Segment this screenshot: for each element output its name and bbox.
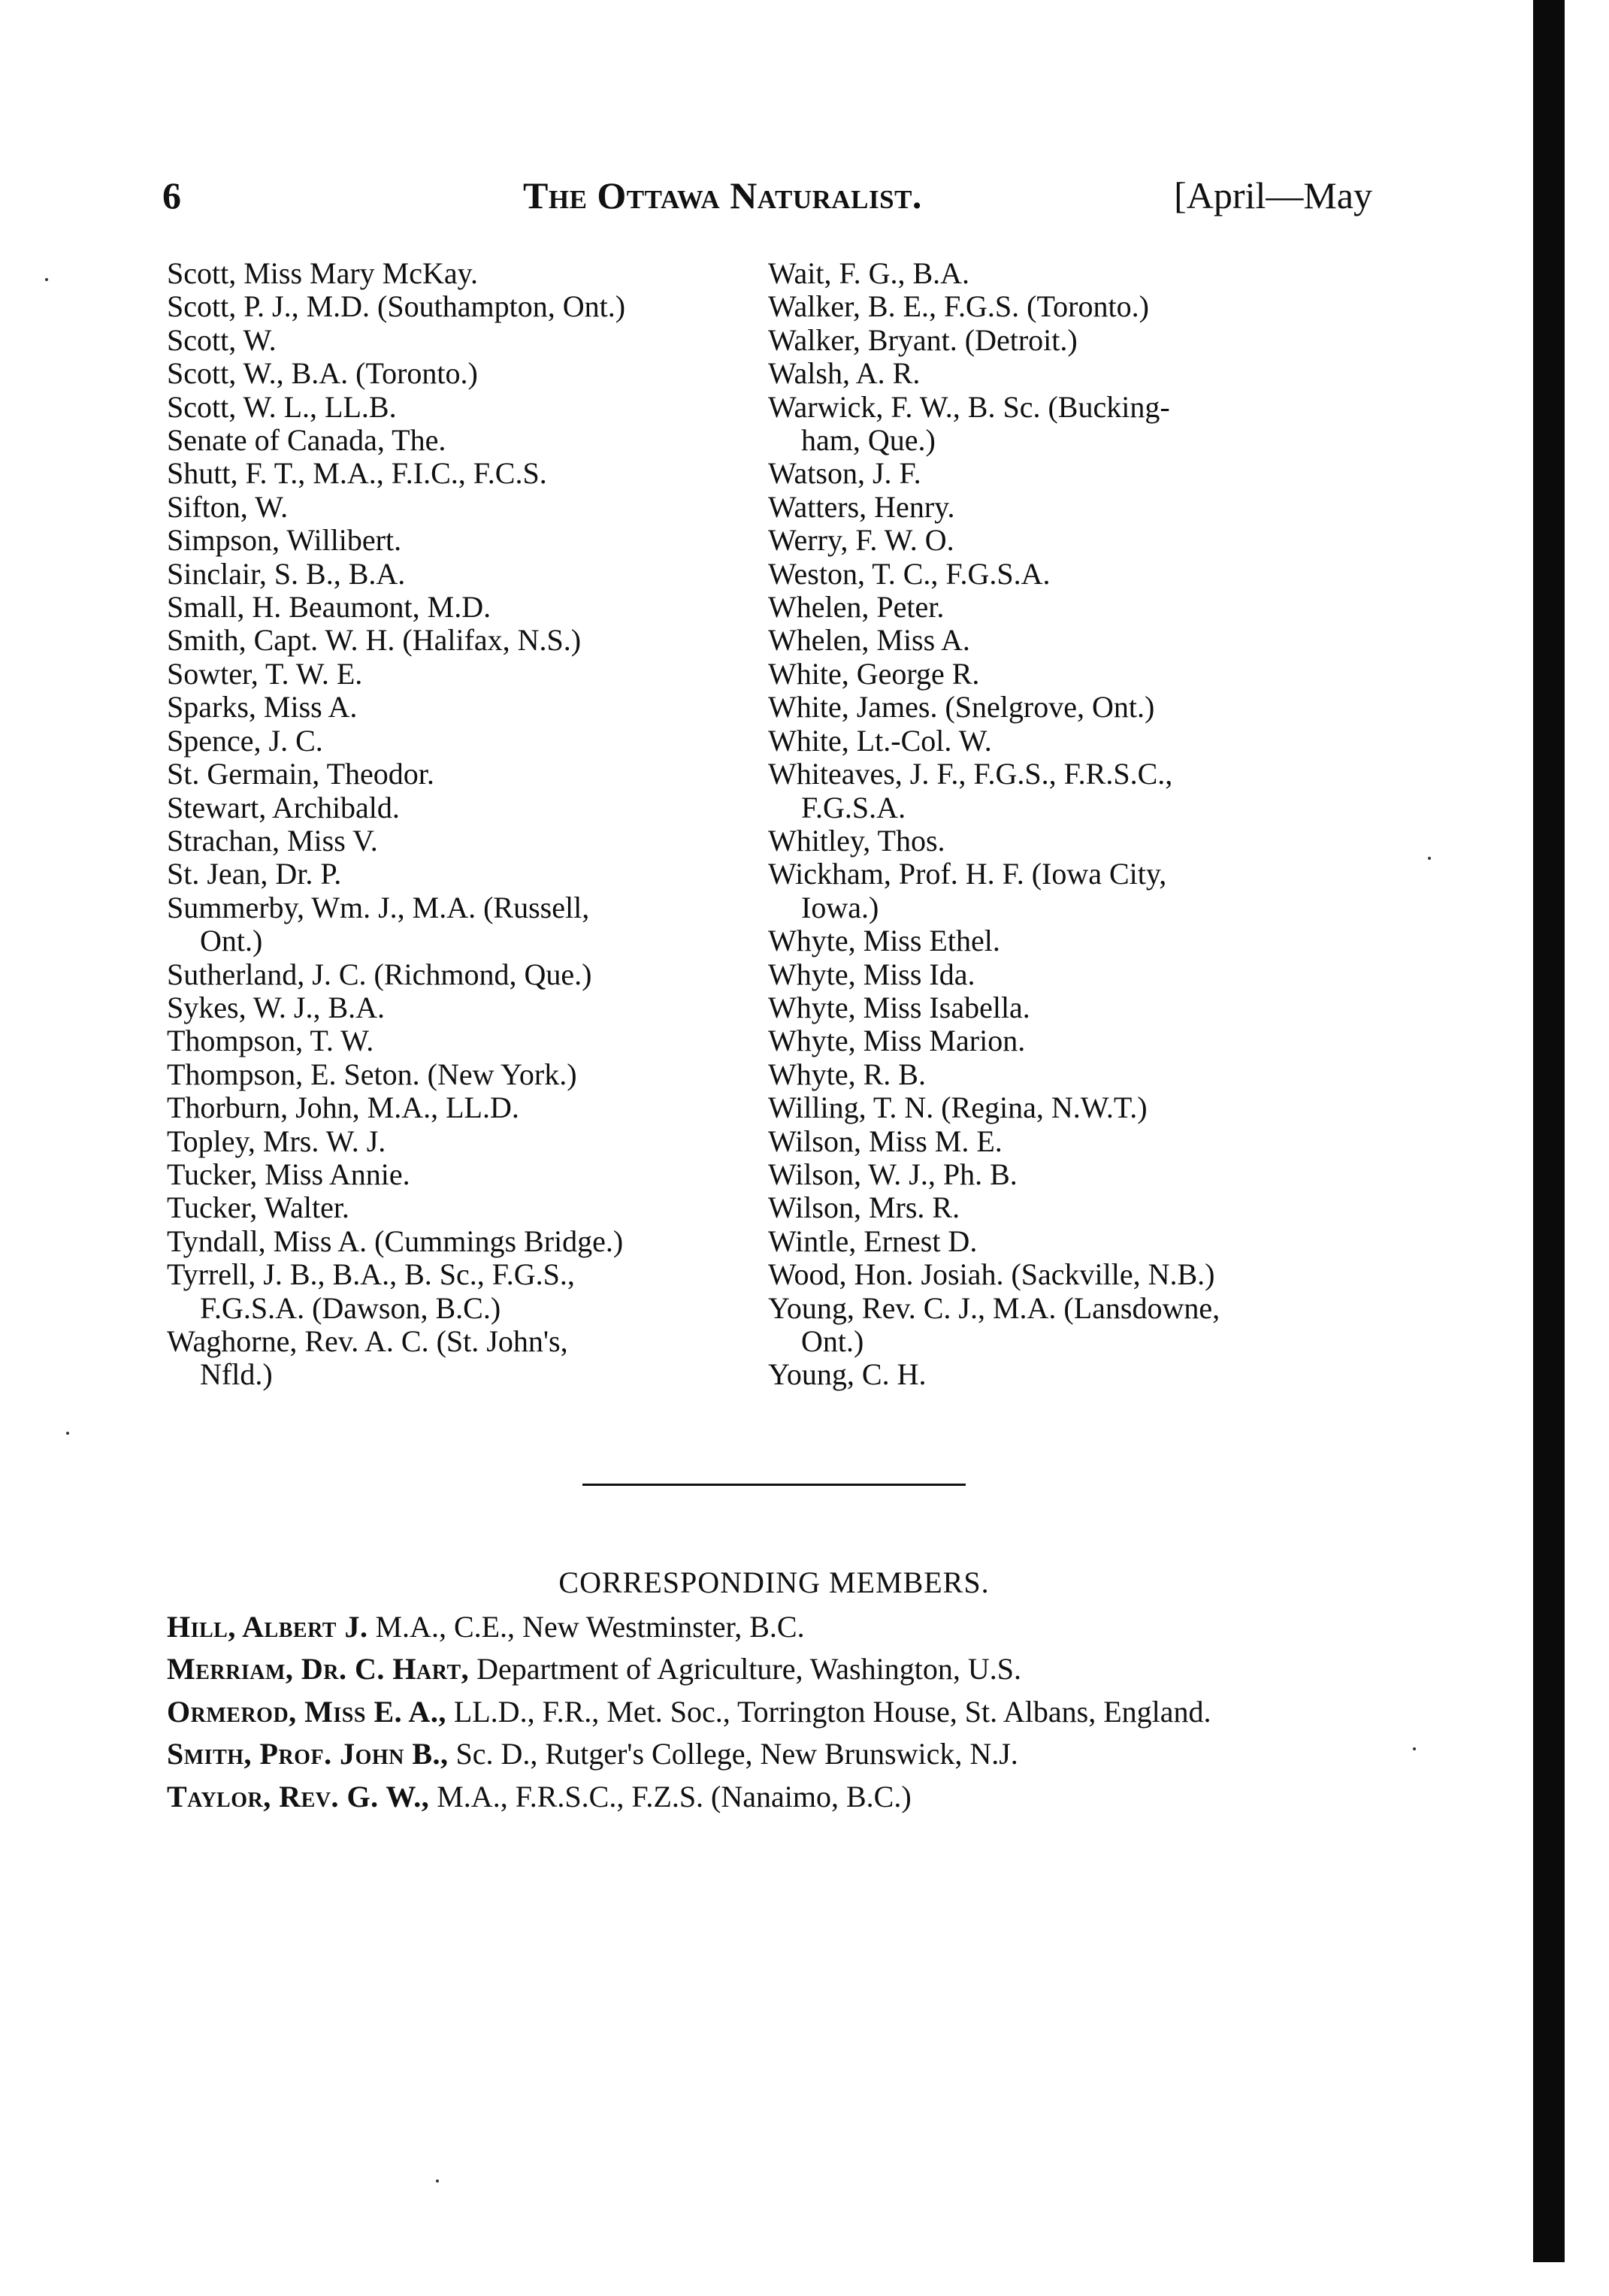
member-entry: Stewart, Archibald.	[167, 790, 400, 824]
member-entry: Senate of Canada, The.	[167, 423, 446, 458]
section-heading: CORRESPONDING MEMBERS.	[558, 1565, 990, 1599]
member-entry: Whyte, Miss Ethel.	[768, 924, 1000, 958]
member-entry: White, James. (Snelgrove, Ont.)	[768, 690, 1155, 724]
paper-speck	[1428, 857, 1431, 860]
member-entry: St. Jean, Dr. P.	[167, 857, 342, 891]
member-entry: Shutt, F. T., M.A., F.I.C., F.C.S.	[167, 456, 547, 491]
member-entry: Sykes, W. J., B.A.	[167, 990, 386, 1024]
member-entry: Young, Rev. C. J., M.A. (Lansdowne,	[768, 1290, 1220, 1325]
member-entry: Thorburn, John, M.A., LL.D.	[167, 1091, 519, 1125]
section-divider	[582, 1484, 966, 1486]
running-header	[162, 169, 1372, 222]
member-entry: Sowter, T. W. E.	[167, 656, 363, 691]
member-entry: Sinclair, S. B., B.A.	[167, 556, 406, 591]
member-entry: Scott, Miss Mary McKay.	[167, 256, 479, 290]
member-entry: Warwick, F. W., B. Sc. (Bucking-	[768, 389, 1170, 424]
member-entry: Small, H. Beaumont, M.D.	[167, 590, 491, 625]
member-entry: Whyte, Miss Ida.	[768, 957, 975, 991]
paper-speck	[66, 1432, 69, 1435]
corresponding-member-entry	[167, 1738, 1384, 1771]
member-entry: Sutherland, J. C. (Richmond, Que.)	[167, 957, 592, 991]
member-entry: Smith, Capt. W. H. (Halifax, N.S.)	[167, 623, 582, 658]
member-entry: Walker, Bryant. (Detroit.)	[768, 322, 1078, 357]
members-column-left	[167, 257, 761, 1392]
member-entry: Walker, B. E., F.G.S. (Toronto.)	[768, 289, 1149, 324]
member-entry: St. Germain, Theodor.	[167, 757, 434, 791]
member-entry: Tucker, Walter.	[167, 1190, 349, 1225]
member-entry: Whitley, Thos.	[768, 823, 945, 858]
corresponding-member-entry	[167, 1696, 1384, 1729]
member-entry: Whelen, Peter.	[768, 590, 945, 625]
member-entry: Whiteaves, J. F., F.G.S., F.R.S.C.,	[768, 757, 1173, 791]
member-entry: Scott, W., B.A. (Toronto.)	[167, 356, 478, 391]
member-details: Department of Agriculture, Washington, U.S.	[469, 1652, 1021, 1686]
member-entry: Walsh, A. R.	[768, 356, 921, 391]
corresponding-member-entry	[167, 1611, 1384, 1644]
member-entry: Wood, Hon. Josiah. (Sackville, N.B.)	[768, 1257, 1215, 1292]
members-list	[167, 257, 1369, 1392]
member-entry: Weston, T. C., F.G.S.A.	[768, 556, 1051, 591]
member-entry: Wilson, W. J., Ph. B.	[768, 1157, 1018, 1191]
member-name: Smith, Prof. John B.,	[167, 1737, 449, 1771]
member-name: Hill, Albert J.	[167, 1610, 368, 1644]
member-entry: Waghorne, Rev. A. C. (St. John's,	[167, 1324, 568, 1358]
member-entry: Summerby, Wm. J., M.A. (Russell,	[167, 890, 590, 924]
member-details: Sc. D., Rutger's College, New Brunswick, N.J.	[448, 1737, 1018, 1771]
member-entry-continuation: F.G.S.A.	[801, 790, 906, 824]
member-entry: Young, C. H.	[768, 1357, 927, 1392]
member-entry: Werry, F. W. O.	[768, 523, 954, 558]
page-number: 6	[162, 174, 181, 216]
member-entry: Scott, P. J., M.D. (Southampton, Ont.)	[167, 289, 626, 324]
member-entry: Sifton, W.	[167, 489, 289, 524]
member-entry: Wickham, Prof. H. F. (Iowa City,	[768, 857, 1167, 891]
member-entry: Whyte, Miss Isabella.	[768, 990, 1030, 1024]
member-entry: Scott, W. L., LL.B.	[167, 389, 397, 424]
issue-date: [April—May	[1174, 174, 1372, 216]
member-entry: Wait, F. G., B.A.	[768, 256, 970, 290]
member-name: Ormerod, Miss E. A.,	[167, 1694, 446, 1729]
members-column-right	[768, 257, 1369, 1392]
member-entry: Wilson, Mrs. R.	[768, 1190, 960, 1225]
member-details: LL.D., F.R., Met. Soc., Torrington House, St. Albans, England.	[446, 1694, 1211, 1729]
member-entry: Tyndall, Miss A. (Cummings Bridge.)	[167, 1224, 624, 1258]
member-entry: Willing, T. N. (Regina, N.W.T.)	[768, 1091, 1148, 1125]
member-entry: Whelen, Miss A.	[768, 623, 970, 658]
member-entry: Whyte, R. B.	[768, 1057, 926, 1091]
member-entry-continuation: Nfld.)	[200, 1357, 273, 1392]
member-name: Taylor, Rev. G. W.,	[167, 1779, 430, 1814]
member-details: M.A., F.R.S.C., F.Z.S. (Nanaimo, B.C.)	[429, 1779, 912, 1814]
member-entry-continuation: F.G.S.A. (Dawson, B.C.)	[200, 1290, 501, 1325]
member-entry: Wintle, Ernest D.	[768, 1224, 978, 1258]
member-entry-continuation: Ont.)	[200, 924, 263, 958]
member-entry: Scott, W.	[167, 322, 277, 357]
member-entry-continuation: Ont.)	[801, 1324, 864, 1358]
corresponding-member-entry	[167, 1780, 1384, 1814]
member-entry: Watters, Henry.	[768, 489, 955, 524]
paper-speck	[1413, 1747, 1416, 1750]
member-details: M.A., C.E., New Westminster, B.C.	[367, 1610, 805, 1644]
member-entry: Watson, J. F.	[768, 456, 921, 491]
paper-speck	[436, 2180, 439, 2183]
journal-title: The Ottawa Naturalist.	[523, 174, 922, 216]
member-entry: Simpson, Willibert.	[167, 523, 402, 558]
member-entry: Wilson, Miss M. E.	[768, 1124, 1003, 1158]
member-entry: Spence, J. C.	[167, 723, 323, 758]
paper-speck	[45, 278, 48, 281]
page-edge-shadow	[1533, 0, 1565, 2262]
member-entry: White, Lt.-Col. W.	[768, 723, 992, 758]
member-entry: Sparks, Miss A.	[167, 690, 358, 724]
member-entry: Thompson, E. Seton. (New York.)	[167, 1057, 577, 1091]
member-entry: Topley, Mrs. W. J.	[167, 1124, 386, 1158]
corresponding-member-entry	[167, 1653, 1384, 1686]
corresponding-members-list	[167, 1611, 1384, 1823]
member-entry: Tyrrell, J. B., B.A., B. Sc., F.G.S.,	[167, 1257, 575, 1292]
member-entry-continuation: ham, Que.)	[801, 423, 936, 458]
member-entry: White, George R.	[768, 656, 980, 691]
member-entry: Whyte, Miss Marion.	[768, 1024, 1026, 1058]
member-entry-continuation: Iowa.)	[801, 890, 879, 924]
member-entry: Tucker, Miss Annie.	[167, 1157, 410, 1191]
member-entry: Strachan, Miss V.	[167, 823, 378, 858]
member-entry: Thompson, T. W.	[167, 1024, 374, 1058]
member-name: Merriam, Dr. C. Hart,	[167, 1652, 470, 1686]
